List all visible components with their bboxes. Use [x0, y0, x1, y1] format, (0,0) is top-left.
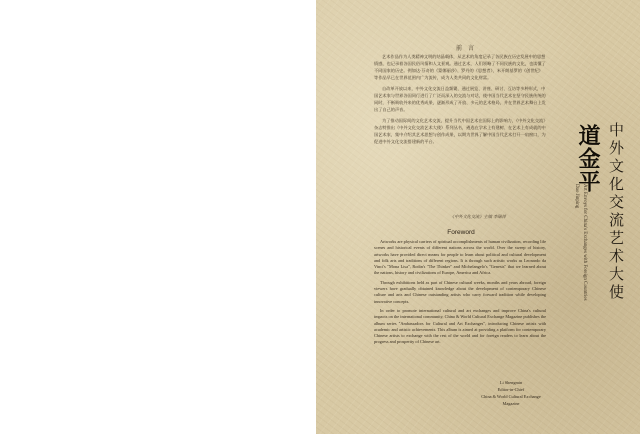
chinese-foreword-body — [374, 53, 546, 149]
author-english-vertical: Dao Jinping — [574, 184, 579, 209]
english-paragraph: In order to promote international cultural and art exchanges and improve China's cultural impacts on the international community, China & World Cultural Exchange Magazine publishes the album series "Ambassadors for Cultural and Art Exchanges", introducing Chinese artists with academic and artistic achievements. This album is aimed at providing a platform for contemporary Chinese artists to exchange with the rest of the world and for foreign readers to learn about the progress and prosperity of Chinese art. — [374, 307, 546, 345]
english-paragraph: Artworks are physical carriers of spiritual accomplishments of human civilization, recording life scenes and historical events of different nations across the world. Over the sweep of history, artworks have provided direct means for people to learn about political and cultural development and folk arts and traditions of different regions. It is through such artistic works as Leonardo da Vinci's "Mona Lisa", Rodin's "The Thinker" and Michelangelo's "Genesis" that we learned about the nations, history and civilizations of Europe, America and Africa. — [374, 239, 546, 276]
signature-organization: China & World Cultural Exchange Magazine — [481, 394, 541, 406]
english-signature — [476, 379, 546, 407]
chinese-paragraph: 艺术作品作为人类精神文明的结晶载体，从艺术的角度记录了各民族在历史发展中的思想情感，也记录着各国民俗风情和人文景观。通过艺术，人们领略了不同民族的文化，也读懂了不同国家的历史。例如达·芬奇的《蒙娜丽莎》、罗丹的《思想者》、米开朗基罗的《创世纪》等作品早已在世界范围内广为流传，成为人类共同的文化财富。 — [374, 54, 546, 80]
english-paragraph: Through exhibitions held as part of Chinese cultural weeks, months and years abroad, foreign viewers have gradually obtained knowledge about the development of contemporary Chinese culture and arts and Chinese outstanding artists who carry forward tradition while developing innovative concepts. — [374, 279, 546, 304]
book-page — [316, 0, 640, 434]
english-foreword-body — [374, 239, 546, 349]
signature-role: Editor-in-Chief — [497, 387, 525, 392]
english-foreword-title: Foreword — [447, 229, 475, 236]
author-name-vertical: 道金平 — [575, 124, 600, 193]
chinese-paragraph: 为了推动国际间的文化艺术交流，提升当代中国艺术在国际上的影响力，《中外文化交流》杂志特推出《中外文化交流艺术大使》系列丛书，遴选在学术上有建树、在艺术上有成就的中国艺术家，集中介绍其艺术思想与创作成果，以期为世界了解中国当代艺术打开一扇窗口，为促进中外文化交流搭建新的平台。 — [374, 118, 546, 144]
series-title-vertical: 中外文化交流艺术大使 — [607, 122, 625, 302]
series-english-vertical: Art Envoys for China's Exchanges with Foreign Countries — [582, 184, 587, 301]
signature-name: Li Shengmin — [499, 380, 523, 385]
chinese-foreword-heading: 前 言 — [456, 45, 476, 52]
blank-left-page — [0, 0, 316, 434]
chinese-paragraph: 自改革开放以来，中外文化交流日益频繁，通过展览、讲座、研讨、互访等多种形式，中国艺术家与世界各国同行进行了广泛而深入的交流与对话，使中国当代艺术在坚守民族传统的同时，不断吸收外来的优秀成果，逐渐形成了开放、多元的艺术格局，并在世界艺术舞台上发出了自己的声音。 — [374, 86, 546, 112]
chinese-signature: 《中外文化交流》主编 李瑞萍 — [450, 214, 506, 219]
